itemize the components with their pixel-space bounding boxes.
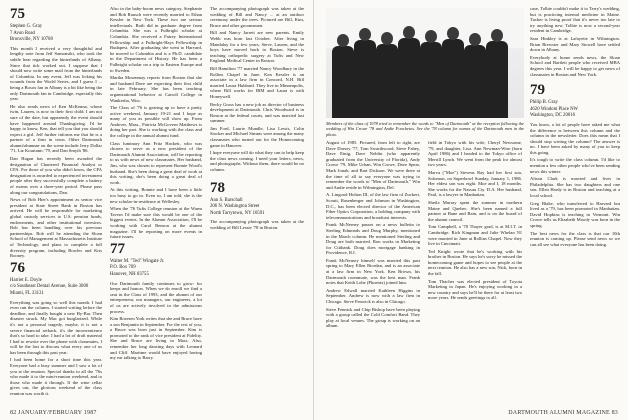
byline-name: Ann S. Barschall [210, 197, 243, 203]
column-paragraph: When the '76 Tufts College reunion at the Warm Tavern I'd make sure this would be one of the biggest events. In the Alumni Association, I'll be working with Carol Benson at the alumni magazine. I'll be reporting on more events in future issues. [110, 206, 202, 240]
column-paragraph: Frank McNerney passes on a news bulletin to Sterling Edmonds and Doug Murphy, mentioned in the March column. He mentioned Sterling and Doug are both married. Ron works in Marketing for Citibank. Doug does mortgage banking in Providence, R.I. [326, 222, 420, 256]
column-paragraph: Everybody at home sends news, the Sloan School and Bartlett people who received MBA degrees this year. I will be happy to get news of classmates in Boston and New York. [530, 54, 620, 77]
column-paragraph: Frank McNerney himself was married this past spring to Mary Ellen Riordan, and is an associate at a law firm in New York. Ken Brown, his Dartmouth roommate, was the best man. Frank notes that Keith Lobe (Phoenix) joined him. [326, 257, 420, 286]
class-year-heading: 76 [10, 259, 25, 276]
byline-address: 4620 Windom Place NW [530, 106, 579, 112]
column-paragraph: Our Dartmouth family continues to grow: for keeps and honors. When we do enroll we find a seat in the Class of 1993, and the alumni of our entrepreneur, our managers, our engineers, a lot of us are actively involved in the admissions process. [110, 280, 202, 314]
column-paragraph: The accompanying photograph was taken at the wedding of Bill and Nancy ... at an outdoor ceremony under the trees. Pictured are Bill, Kim, Bruce and other groomsmen. [210, 6, 304, 28]
left-column-3 [210, 6, 304, 406]
column-paragraph: This month I received a very thoughtful and lengthy note from Jeff Samonsiki, who took the subtle heat regarding the hinterlands of Albany. Since that tick worked out, I suppose that I should now write some mail from the hinterlands of Columbia. In any event, Jeff was licking his wounds from the World Series, and I guess I ... being a Bosox fan in Albany is a bit like being the only Dartmouth fan in Cambridge, especially this year. [10, 45, 102, 102]
wedding-group-photo [326, 8, 524, 118]
column-paragraph: At this writing, Bonnie and I have been a little too busy to go in. Even so, I am told, she is the new scholar-in-residence at Wellesley. [110, 187, 202, 204]
right-page [314, 0, 628, 420]
column-paragraph: Tom Campbell, a '78 Thayer grad, is at M.I.T. in Cambridge. Rich Kingman and Julie Whelan '81 were married in June at Rollins Chapel. Now they live in Cincinnati. [428, 224, 522, 247]
class-year-heading: 77 [110, 240, 125, 257]
column-paragraph: Alison Clark is married and lives in Philadelphia. She has two daughters and one son. Ellen Hardy is in Boston and teaching at a local school. [530, 176, 620, 199]
byline-city: Bronxville, NY 10708 [10, 37, 53, 43]
column-paragraph: field in Tokyo with his wife, Cheryl Newsome, '79, and daughter, Lisa. Ann Newman-Wise (born April 1986) and I headed to the Tokyo office of Merrill Lynch. We went from the peak for almost two years. [428, 140, 522, 168]
column-paragraph: Kim Rosesen York writes that she and Bruce have a son Benjamin in September. For the rest of you, a Bruce was born just in September. Kim is promoted to the rank of vice president at Fidelity. She and Bruce are living in Mass. Also, remember her long dancing days with Leonard and Cliff. Maritme would have enjoyed having my ear talking to Barry. [110, 316, 202, 361]
column-paragraph: Sara Hinkley is at Lafayette in Wilmington. Brian Brewster and Mary Stowell have settled down in Albany. [530, 35, 620, 53]
photo-caption: Members of the class of 1978 tried to remember the words to "Men of Dartmouth" at the reception following the wedding of Win Crowe '78 and Andie Fonchetos. See the '78 column for names of the Dartmouth men in the photo. [326, 121, 524, 137]
column-paragraph: Also in the baby-boom news category, Stephanie and Bob Rausch were recently married to Ethan Kessler in New York. These two are serious intellectuals. Both did in graduate degree from Columbia. She was a Fulbright scholar at Columbia. She received a Fairey International Fellowship and a Fulbright-Hays Fellowship in Budapest. After graduating she went to Harvard, he moved to Columbia and is a Ph.D. candidate in the Department of History. He has been a Fulbright scholar on a trip to Eastern Europe and to Sweden. [110, 6, 202, 73]
byline-city: Hanover, NH 03755 [110, 271, 149, 277]
column-paragraph: Dan Hagan has recently been awarded the designation of Chartered Financial Analyst or CFA. For those of you who didn't know, the CFA designation is awarded to experienced investment people after they successfully complete a battery of exams over a three-year period. Please pass along our congratulations, Dan. [10, 156, 102, 195]
class-year-heading: 79 [530, 82, 545, 99]
byline-name: Harriet E. Doyle [10, 277, 42, 283]
byline-city: Miami, FL 33131 [10, 290, 44, 296]
column-paragraph: The Class of '76 is gearing up to have a pretty active weekend, January 19-21 and I hope as many of you as possible will show up. From Andover, Mass., Patricia McGovern Matthews is doing her part. She is working with the class and the college in the annual alumni fund. [110, 105, 202, 139]
column-paragraph: Everything was going so well this month. I had even run the column, I started writing before the deadline, and finally bought a new Hy-Bar. Then disaster struck. My Mac got burglarized. While it's not a personal tragedy, maybe, it is not a severe financial setback, it's the inconvenience that's so hard to take. I had a lot of draft material I had to rewrite over the phone with classmates, I will be the last to discuss what every one of us has been through this past year. [10, 299, 102, 355]
column-paragraph: Ted Knight wrote that he's working with his brother in Boston. He says he's sorry he missed the homecoming game and hopes to see people at the next reunion. He also has a new son, Nick, born in the fall. [428, 248, 522, 277]
column-paragraph: I hope everyone will do what they can to help keep the class news coming. I need your letters, news, and photographs. Without them, there would be no column. [210, 150, 304, 173]
right-column-2 [428, 140, 522, 406]
byline-address: 206 N. Washington Street [210, 204, 260, 210]
class-year-heading: 75 [10, 6, 25, 22]
column-paragraph: Greg Blake, who transferred to Harvard but lived as a '79, has been promoted in Manhattan. David Hopkins is teaching in Vermont. Win Crowe tells us Elizabeth Moody was born in the spring. [530, 200, 620, 228]
right-column-3 [530, 6, 620, 406]
byline-name: Walter M. "Ted" Wingate Jr. [110, 258, 165, 264]
column-paragraph: Becky Gross has a new job as director of business development at Dartmouth. Chris Woodward is in Boston at the federal courts, and was married last summer. [210, 101, 304, 124]
column-paragraph: Martha Mosenmay reports from Boston that she and husband Dave are expecting their first child in late February. She has been teaching organizational behavior at Carroll College in Waukesha, Wisc. [110, 75, 202, 103]
column-paragraph: Sheila Murray spent the summer in northern Maine and Quebec. She's been named a full partner at Bane and Bain, and is on the board of the alumni council. [428, 199, 522, 222]
byline-name: Philip B. Gray [530, 100, 558, 106]
column-paragraph: Tom Thacher was elected president of Toyota Marketing in Japan. He's enjoying working in a new country and says he'll be there for at least two more years. He sends greetings to all. [428, 278, 522, 301]
column-paragraph: It's tough to write the class column. I'd like to mention a few other people who've been sending news this winter. [530, 157, 620, 174]
column-paragraph: He also sends news of Ken McKenna, whose twin, Lauren, is now in their first child. I am not sure of the date, but apparently the event should have happened around Thanksgiving. I'd be happy to know, Ken, that tell you that you should expect a girl. Jeff further informs me that he is a partner of a firm in town. Other Dartmouth alumni/alumnae on the scene include Jerry Dollar '71, Liz Kourtanic '79, and Dan Smyth '86. [10, 103, 102, 154]
left-column-1 [10, 6, 102, 406]
byline-address: 7 Avon Road [10, 30, 35, 36]
column-paragraph: The best news for the class is that our 10th reunion is coming up. Please send news so we can all see what everyone has been doing. [530, 230, 620, 247]
column-paragraph: Class luminary Ann Fritz Hackett, who was chosen to serve as a new president of the Dartmouth Alumni Association, will be reporting to us with news of new classmates. Her husband, Jim, who was chosen to represent Bonnie Wood's husband. She's been doing a great deal of work at this writing; she's been doing a great deal of work. [110, 140, 202, 185]
column-paragraph: I had been home for a short time this year. Everyone had a busy summer and I saw a lot of you at the reunion. Special thanks to all the '76s who made it to the mini-reunion weekend, and to those who made it through. If the wine cellar gives out, the glorious weekend of the class reunion was worth it. [10, 357, 102, 397]
column-paragraph: Jim Ford, Laurie Mundle, Lisa Lewis, Colin Stocker and Michael Simms were among the many classmates who turned out for the Homecoming game in Hanover. [210, 125, 304, 148]
page-folio-right: DARTMOUTH ALUMNI MAGAZINE 83 [508, 410, 618, 416]
left-column-2 [110, 6, 202, 406]
class-year-heading: 78 [210, 179, 225, 196]
column-paragraph: Steve Fennick and Chip Bishop have been playing with a group called the Cold Comfort Band. They play at local venues. The group is working on an album. [326, 306, 420, 329]
column-paragraph: case, Tolbie couldn't make it to Terry's wedding, but is practicing internal medicine in Maine. Tucker is living proof that it's never too late to try anything new. Tolbie is now a second-year resident in Cambridge. [530, 6, 620, 34]
column-paragraph: Bill Hamilton '77 married Nancy Woodbury in the Rollins Chapel in June. Ken Kessler is an associate in a law firm in Concord, N.H. Bill married Laura Hubbard. They live in Minneapolis, where Bill works for IBM and Laura is with Honeywell. [210, 65, 304, 99]
byline-city: North Tarrytown, NY 10591 [210, 210, 265, 216]
column-paragraph: You know, a lot of people have asked me what the difference is between this column and the column in the newsletter. Does this mean that I should stop writing the column? The answer is no. I have been asked by many of you to keep this going. [530, 121, 620, 155]
column-paragraph: August of 1985. Pictured, from left to right, are Dave Dorsey '77, Tom Swarthwood, Steve Fahey, Dave Einig, Dave Noblin (who apparently graduated from the University of Florida), Andy Crowe '79, Mike Urban, Win Crowe, Dave Spear, Mark Jonah, and Bart Dickson. We were there at the time of all to say everyone was trying to remember the words to "Men of Dartmouth." Win and Andie reside in Wilmington, Del. [326, 140, 420, 190]
column-paragraph: A. Lingood Holton III, of the law firm of Zuckert, Scoutt, Rasenberger and Johnson in Washington, D.C., has been elected director of the American Fiber Optics Corporation, a holding company with telecommunications and broadcast interests. [326, 192, 420, 220]
byline-city: Washington, DC 20016 [530, 113, 576, 119]
right-column-1 [326, 140, 420, 406]
column-paragraph: Andrew Edwall married Kathleen Higgins in September. Andrew is now with a law firm in Chicago. Steve Fenwick is also in Chicago. [326, 287, 420, 305]
column-paragraph: News of Bob Hier's appointment as senior vice president at State Street Bank in Boston has arrived. He will be responsible for marketing global custody services to U.S. pension funds, endowments, and other institutional investors. Bob has been handling over his previous partnerships. Bob will be attending the Sloan School of Management at Massachusetts Institute of Technology, and plans to complete a full diversity program, including Bowles and Kris Rooney. [10, 197, 102, 259]
column-paragraph: Bill and Nancy Jarrett are new parents. Emily Webb was born last October. After living in Mandalay for a few years, Steve, Lauren, and the boys have moved back to Boston. Steve is teaching orthopedic surgery at Tufts and New England Medical Center in Boston. [210, 30, 304, 64]
page-folio-left: 82 JANUARY/FEBRUARY 1987 [10, 410, 97, 416]
byline-address: c/o Southeast Dental Avenue, Suite 3000 [10, 284, 89, 290]
byline-address: P.O. Box 709 [110, 265, 136, 271]
byline-name: Stephen G. Gray [10, 24, 43, 29]
column-paragraph: Marva ("Moe") Stevens Ray had her first son, Solomon, on Superbowl Sunday, January 1, 1986. Her eldest son was eight. Moe and I, 18 months. She works for the Nassau Cty. D.A. Her husband, Paul, is a lawyer in Manhattan. [428, 169, 522, 198]
column-paragraph: The accompanying photograph was taken at the wedding of Bill Lessie '78 in Boston. [210, 219, 304, 230]
